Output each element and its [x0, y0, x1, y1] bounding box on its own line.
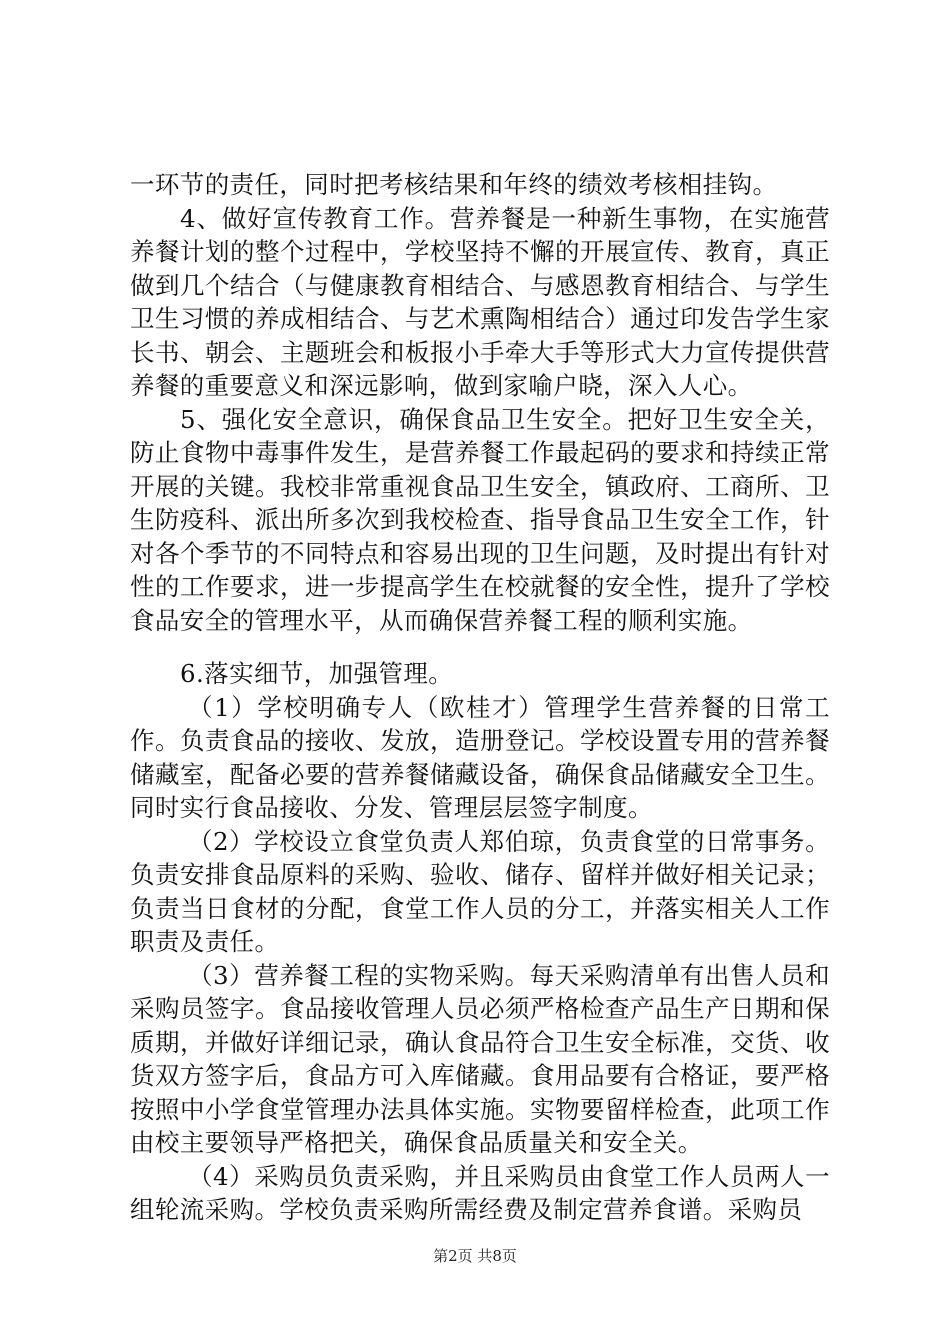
paragraph-item-6-heading: 6.落实细节，加强管理。	[180, 659, 454, 688]
paragraph-subitem-1: （1）学校明确专人（欧桂才）管理学生营养餐的日常工作。负责食品的接收、发放，造册登记。学校设置专用的营养餐储藏室，配备必要的营养餐储藏设备，确保食品储藏安全卫生。同时实行食品接收、分发、管理层层签字制度。	[130, 692, 830, 822]
document-body	[130, 168, 830, 1227]
page-footer: 第2页 共8页	[433, 1247, 517, 1265]
paragraph-subitem-3: （3）营养餐工程的实物采购。每天采购清单有出售人员和采购员签字。食品接收管理人员必须严格检查产品生产日期和保质期，并做好详细记录，确认食品符合卫生安全标准，交货、收货双方签字后，食品方可入库储藏。食用品要有合格证，要严格按照中小学食堂管理办法具体实施。实物要留样检查，此项工作由校主要领导严格把关，确保食品质量关和安全关。	[130, 960, 830, 1157]
paragraph-subitem-2: （2）学校设立食堂负责人郑伯琼，负责食堂的日常事务。负责安排食品原料的采购、验收、储存、留样并做好相关记录；负责当日食材的分配，食堂工作人员的分工，并落实相关人工作职责及责任。	[130, 826, 830, 956]
paragraph-gap	[130, 637, 830, 657]
paragraph-subitem-4: （4）采购员负责采购，并且采购员由食堂工作人员两人一组轮流采购。学校负责采购所需经费及制定营养食谱。采购员	[130, 1161, 830, 1224]
paragraph-item-4: 4、做好宣传教育工作。营养餐是一种新生事物，在实施营养餐计划的整个过程中，学校坚持不懈的开展宣传、教育，真正做到几个结合（与健康教育相结合、与感恩教育相结合、与学生卫生习惯的养成相结合、与艺术熏陶相结合）通过印发告学生家长书、朝会、主题班会和板报小手牵大手等形式大力宣传提供营养餐的重要意义和深远影响，做到家喻户晓，深入人心。	[130, 203, 830, 400]
paragraph-continuation: 一环节的责任，同时把考核结果和年终的绩效考核相挂钩。	[130, 170, 778, 199]
paragraph-item-5: 5、强化安全意识，确保食品卫生安全。把好卫生安全关，防止食物中毒事件发生，是营养餐工作最起码的要求和持续正常开展的关键。我校非常重视食品卫生安全，镇政府、工商所、卫生防疫科、派出所多次到我校检查、指导食品卫生安全工作，针对各个季节的不同特点和容易出现的卫生问题，及时提出有针对性的工作要求，进一步提高学生在校就餐的安全性，提升了学校食品安全的管理水平，从而确保营养餐工程的顺利实施。	[130, 404, 830, 635]
